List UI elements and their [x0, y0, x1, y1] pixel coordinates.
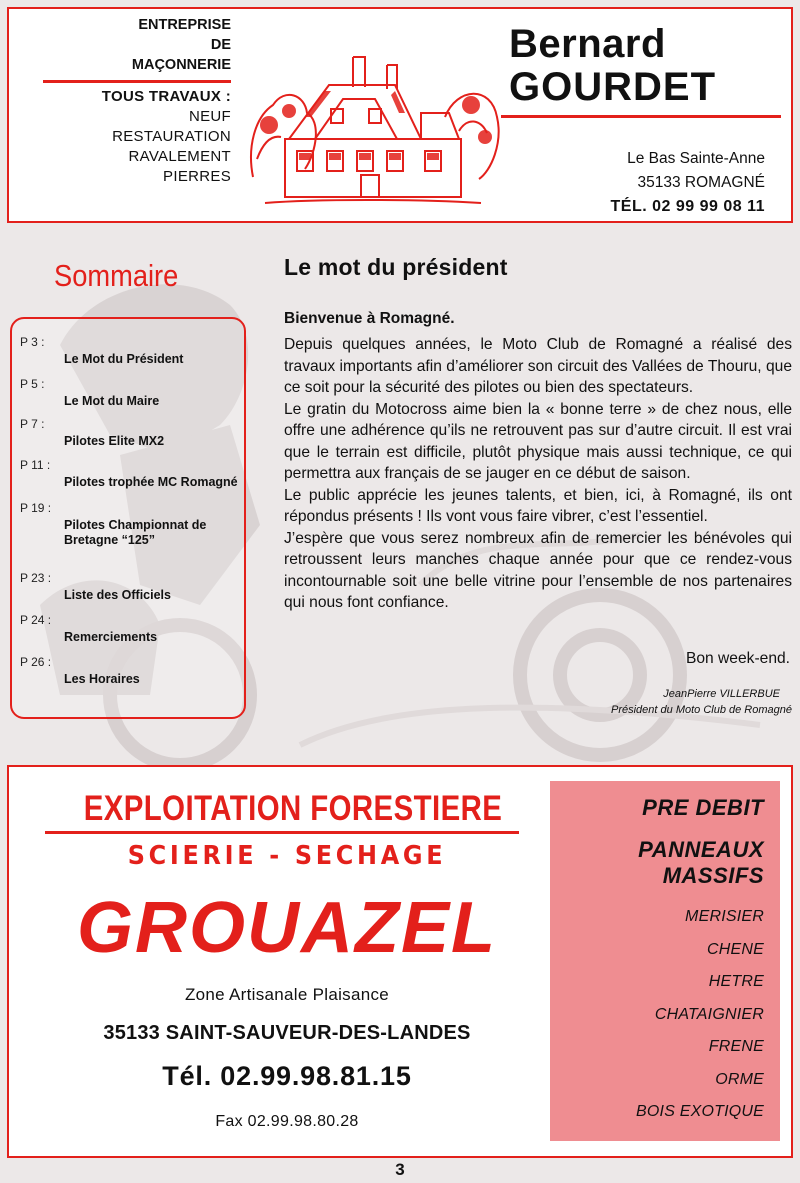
services-divider [43, 80, 231, 83]
company-address [611, 147, 766, 219]
toc-label: Les Horaires [64, 672, 140, 686]
grouazel-advert [7, 765, 793, 1158]
toc-item[interactable] [20, 377, 246, 409]
service-item: RESTAURATION [112, 128, 231, 145]
advert-zone: Zone Artisanale Plaisance [184, 985, 390, 1004]
service-item: NEUF [188, 108, 231, 125]
services-heading-line: DE [210, 37, 231, 53]
manor-house-illustration [245, 47, 501, 209]
toc-page-number: P 5 : [20, 377, 45, 391]
services-title: TOUS TRAVAUX : [101, 88, 231, 105]
product-item: HETRE [708, 973, 764, 990]
toc-label: Pilotes trophée MC Romagné [64, 475, 238, 489]
editorial-signoff: Bon week-end. [685, 650, 790, 667]
editorial-paragraph: J’espère que vous serez nombreux afin de remercier les bénévoles qui retroussent leurs manches chaque année pour que ce rendez-vous incontournable soit une belle vitrine pour l’ensemble de nos partenaires qui nous font confiance. [284, 529, 792, 611]
advert-brand: GROUAZEL [77, 888, 497, 968]
company-name [501, 23, 781, 118]
toc-label: Le Mot du Maire [64, 394, 160, 408]
editorial-paragraph: Le gratin du Motocross aime bien la « bonne terre » de chez nous, elle offre une adhérence qu’ils ne retrouvent pas sur d’autre circuit. Il est vrai que le terrain est difficile, plutôt physique mais aussi technique, ce qui permettra aux français de se jauger en ce début de saison. [284, 400, 792, 482]
editorial-title: Le mot du président [284, 254, 508, 280]
toc-item[interactable] [20, 335, 246, 367]
signature-role: Président du Moto Club de Romagné [611, 704, 792, 716]
toc-page-number: P 24 : [20, 613, 52, 627]
products-heading: PRE DEBIT [642, 795, 764, 820]
gourdet-advert [7, 7, 793, 223]
products-heading: PANNEAUX [638, 837, 764, 862]
toc-page-number: P 11 : [20, 458, 51, 472]
advert-divider [45, 831, 519, 834]
advert-title: EXPLOITATION FORESTIERE [83, 789, 503, 828]
toc-page-number: P 7 : [20, 417, 45, 431]
advert-city: 35133 SAINT-SAUVEUR-DES-LANDES [103, 1022, 471, 1044]
company-divider [501, 115, 781, 118]
toc-item[interactable] [20, 571, 246, 603]
services-block [29, 15, 231, 187]
editorial-paragraph: Le public apprécie les jeunes talents, et bien, ici, à Romagné, ils ont répondus présents ! Ils vont vous faire vibrer, c’est l’essentiel. [284, 486, 792, 525]
sommaire-title: Sommaire [54, 258, 179, 293]
toc-label: Pilotes Championnat de Bretagne “125” [64, 518, 207, 547]
address-line: 35133 ROMAGNÉ [637, 174, 765, 191]
toc-item[interactable] [20, 417, 246, 449]
product-item: CHATAIGNIER [654, 1005, 764, 1023]
company-phone: TÉL. 02 99 99 08 11 [610, 198, 765, 215]
toc-label: Liste des Officiels [64, 588, 171, 602]
product-item: MERISIER [685, 908, 764, 925]
toc-label: Pilotes Elite MX2 [64, 434, 165, 448]
services-heading-line: ENTREPRISE [138, 17, 231, 33]
products-panel [550, 781, 780, 1141]
editorial-greeting: Bienvenue à Romagné. [284, 310, 455, 327]
toc-item[interactable] [20, 501, 246, 548]
table-of-contents [10, 317, 246, 719]
editorial-paragraph: Depuis quelques années, le Moto Club de Romagné a réalisé des travaux importants afin d’améliorer son circuit des Vallées de Thouru, que ce soit pour la sécurité des pilotes ou bien des spectateurs. [284, 336, 792, 396]
company-first-name: Bernard [509, 22, 666, 66]
products-heading: MASSIFS [662, 863, 764, 888]
advert-phone: Tél. 02.99.98.81.15 [162, 1061, 412, 1091]
page-number: 3 [395, 1160, 405, 1179]
toc-item[interactable] [20, 458, 246, 490]
product-item: BOIS EXOTIQUE [636, 1103, 764, 1120]
service-item: PIERRES [163, 168, 231, 185]
toc-page-number: P 26 : [20, 655, 52, 669]
toc-page-number: P 3 : [20, 335, 45, 349]
advert-subtitle: SCIERIE - SECHAGE [127, 841, 447, 871]
signature-name: JeanPierre VILLERBUE [663, 688, 780, 700]
editorial-body [284, 334, 792, 614]
product-item: FRENE [708, 1038, 764, 1055]
toc-label: Le Mot du Président [64, 352, 184, 366]
product-item: CHENE [706, 940, 764, 958]
address-line: Le Bas Sainte-Anne [627, 150, 765, 167]
toc-item[interactable] [20, 613, 246, 645]
toc-label: Remerciements [64, 630, 158, 644]
company-last-name: GOURDET [509, 65, 716, 109]
toc-item[interactable] [20, 655, 246, 687]
service-item: RAVALEMENT [128, 148, 231, 165]
services-heading-line: MAÇONNERIE [131, 57, 231, 73]
advert-fax: Fax 02.99.98.80.28 [215, 1113, 359, 1130]
toc-page-number: P 19 : [20, 501, 52, 515]
product-item: ORME [715, 1070, 764, 1088]
toc-page-number: P 23 : [20, 571, 52, 585]
